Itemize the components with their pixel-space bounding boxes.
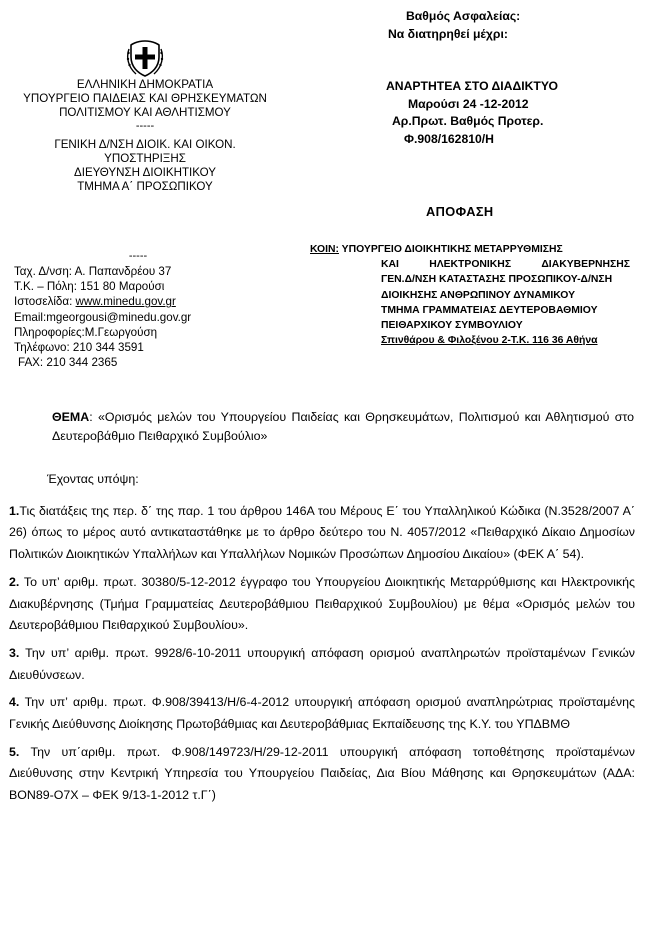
contact-block bbox=[14, 264, 284, 370]
header-line: ΥΠΟΣΤΗΡΙΞΗΣ bbox=[104, 152, 186, 165]
website-link[interactable]: www.minedu.gov.gr bbox=[75, 295, 176, 309]
intro-text: Έχοντας υπόψη: bbox=[47, 472, 139, 486]
document-title: ΑΠΟΦΑΣΗ bbox=[426, 204, 494, 219]
contact-email: Email:mgeorgousi@minedu.gov.gr bbox=[14, 310, 192, 324]
protocol-label: Αρ.Πρωτ. Βαθμός Προτερ. bbox=[392, 114, 544, 128]
header-line: ΓΕΝΙΚΗ Δ/ΝΣΗ ΔΙΟΙΚ. ΚΑΙ ΟΙΚΟΝ. bbox=[54, 138, 236, 151]
greek-coat-of-arms-icon bbox=[124, 37, 166, 79]
koin-line: ΠΕΙΘΑΡΧΙΚΟΥ ΣΥΜΒΟΥΛΙΟΥ bbox=[381, 320, 523, 332]
header-separator: ----- bbox=[135, 120, 155, 132]
contact-address: Ταχ. Δ/νση: Α. Παπανδρέου 37 bbox=[14, 265, 172, 278]
consideration-item bbox=[9, 742, 635, 807]
protocol-number: Φ.908/162810/Η bbox=[404, 131, 494, 146]
contact-fax: FAX: 210 344 2365 bbox=[18, 356, 118, 370]
consideration-item bbox=[9, 692, 635, 735]
posting-date: Μαρούσι 24 -12-2012 bbox=[408, 96, 529, 111]
koin-line: ΔΙΟΙΚΗΣΗΣ ΑΝΘΡΩΠΙΝΟΥ ΔΥΝΑΜΙΚΟΥ bbox=[381, 289, 576, 301]
consideration-item bbox=[9, 643, 635, 686]
security-block bbox=[388, 7, 520, 43]
koin-word: ΚΑΙ bbox=[381, 259, 399, 271]
koin-address-row bbox=[310, 333, 630, 348]
posting-block bbox=[386, 78, 558, 148]
koin-row bbox=[310, 257, 630, 272]
header-line: ΤΜΗΜΑ Α΄ ΠΡΟΣΩΠΙΚΟΥ bbox=[77, 180, 213, 193]
consideration-item bbox=[9, 572, 635, 637]
koin-address: Σπινθάρου & Φιλοξένου 2-Τ.Κ. 116 36 Αθήνα bbox=[381, 335, 598, 347]
header-line: ΔΙΕΥΘΥΝΣΗ ΔΙΟΙΚΗΤΙΚΟΥ bbox=[73, 166, 217, 179]
security-level: Βαθμός Ασφαλείας: bbox=[406, 9, 521, 23]
keep-until: Να διατηρηθεί μέχρι: bbox=[388, 27, 508, 41]
koin-word: ΗΛΕΚΤΡΟΝΙΚΗΣ bbox=[429, 259, 512, 271]
item-text: Το υπ’ αριθμ. πρωτ. 30380/5-12-2012 έγγραφο του Υπουργείου Διοικητικής Μεταρρύθμισης και Ηλεκτρονικής Διακυβέρνησης (Τμήμα Γραμματείας Δευτεροβάθμιου Πειθαρχικού Συμβουλίου) με θέμα «Ορισμός μελών του Δευτεροβάθμιου Πειθαρχικού Συμβουλίου». bbox=[9, 574, 635, 633]
koin-recipients bbox=[310, 242, 630, 348]
item-text: Τις διατάξεις της περ. δ΄ της παρ. 1 του άρθρου 146Α του Μέρους Ε΄ του Υπαλληλικού Κώδικα (Ν.3528/2007 Α΄ 26) όπως το μέρος αυτό αντικαταστάθηκε με το άρθρο δεύτερο του Ν. 4057/2012 «Πειθαρχικό Δίκαιο Δημοσίων Πολιτικών Διοικητικών Υπαλλήλων και Υπαλλήλων Νομικών Προσώπων Δημοσίου Δικαίου» (ΦΕΚ Α΄ 54). bbox=[9, 503, 635, 562]
consideration-item bbox=[9, 501, 635, 566]
contact-postal: Τ.Κ. – Πόλη: 151 80 Μαρούσι bbox=[14, 280, 165, 294]
item-number: 2. bbox=[9, 574, 20, 589]
item-number: 4. bbox=[9, 695, 20, 710]
koin-label: ΚΟΙΝ: bbox=[310, 244, 339, 255]
contact-info: Πληροφορίες:Μ.Γεωργούση bbox=[14, 325, 158, 339]
website-label: Ιστοσελίδα: bbox=[14, 295, 76, 309]
item-text: Την υπ΄αριθμ. πρωτ. Φ.908/149723/Η/29-12-2011 υπουργική απόφαση τοποθέτησης προϊσταμένων Διεύθυνσης στην Κεντρική Υπηρεσία του Υπουργείου Παιδείας, Δια Βίου Μάθησης και Θρησκευμάτων (ΑΔΑ: ΒΟΝ89-Ο7Χ – ΦΕΚ 9/13-1-2012 τ.Γ΄) bbox=[9, 744, 635, 803]
subject-text: : «Ορισμός μελών του Υπουργείου Παιδείας και Θρησκευμάτων, Πολιτισμού και Αθλητισμού στο Δευτεροβάθμιο Πειθαρχικό Συμβούλιο» bbox=[52, 410, 634, 443]
posting-title: ΑΝΑΡΤΗΤΕΑ ΣΤΟ ΔΙΑΔΙΚΤΥΟ bbox=[386, 79, 558, 93]
header-line: ΕΛΛΗΝΙΚΗ ΔΗΜΟΚΡΑΤΙΑ bbox=[76, 78, 214, 91]
subject bbox=[52, 408, 634, 446]
contact-website-row bbox=[14, 294, 284, 309]
item-number: 5. bbox=[9, 744, 20, 759]
koin-line: ΥΠΟΥΡΓΕΙΟ ΔΙΟΙΚΗΤΙΚΗΣ ΜΕΤΑΡΡΥΘΜΙΣΗΣ bbox=[338, 244, 563, 255]
issuer-header bbox=[14, 78, 276, 194]
koin-line: ΤΜΗΜΑ ΓΡΑΜΜΑΤΕΙΑΣ ΔΕΥΤΕΡΟΒΑΘΜΙΟΥ bbox=[381, 304, 598, 316]
item-number: 3. bbox=[9, 645, 20, 660]
header-line: ΠΟΛΙΤΙΣΜΟΥ ΚΑΙ ΑΘΛΗΤΙΣΜΟΥ bbox=[59, 106, 231, 119]
koin-word: ΔΙΑΚΥΒΕΡΝΗΣΗΣ bbox=[541, 259, 630, 271]
header-separator: ----- bbox=[128, 250, 148, 262]
contact-phone: Τηλέφωνο: 210 344 3591 bbox=[14, 341, 144, 355]
subject-label: ΘΕΜΑ bbox=[52, 410, 90, 424]
item-text: Την υπ’ αριθμ. πρωτ. Φ.908/39413/Η/6-4-2012 υπουργική απόφαση ορισμού αναπληρώτριας προϊσταμένης Γενικής Διεύθυνσης Διοίκησης Πρωτοβάθμιας και Δευτεροβάθμιας Εκπαίδευσης της Κ.Υ. του ΥΠΔΒΜΘ bbox=[9, 695, 635, 732]
subject-text-block bbox=[52, 408, 634, 446]
item-number: 1. bbox=[9, 503, 20, 518]
koin-row bbox=[310, 242, 630, 257]
koin-line: ΓΕΝ.Δ/ΝΣΗ ΚΑΤΑΣΤΑΣΗΣ ΠΡΟΣΩΠΙΚΟΥ-Δ/ΝΣΗ bbox=[381, 274, 613, 286]
item-text: Την υπ’ αριθμ. πρωτ. 9928/6-10-2011 υπουργική απόφαση ορισμού αναπληρωτών προϊσταμένων Γενικών Διευθύνσεων. bbox=[9, 645, 635, 682]
header-line: ΥΠΟΥΡΓΕΙΟ ΠΑΙΔΕΙΑΣ ΚΑΙ ΘΡΗΣΚΕΥΜΑΤΩΝ bbox=[23, 92, 267, 105]
document-body bbox=[9, 469, 635, 813]
